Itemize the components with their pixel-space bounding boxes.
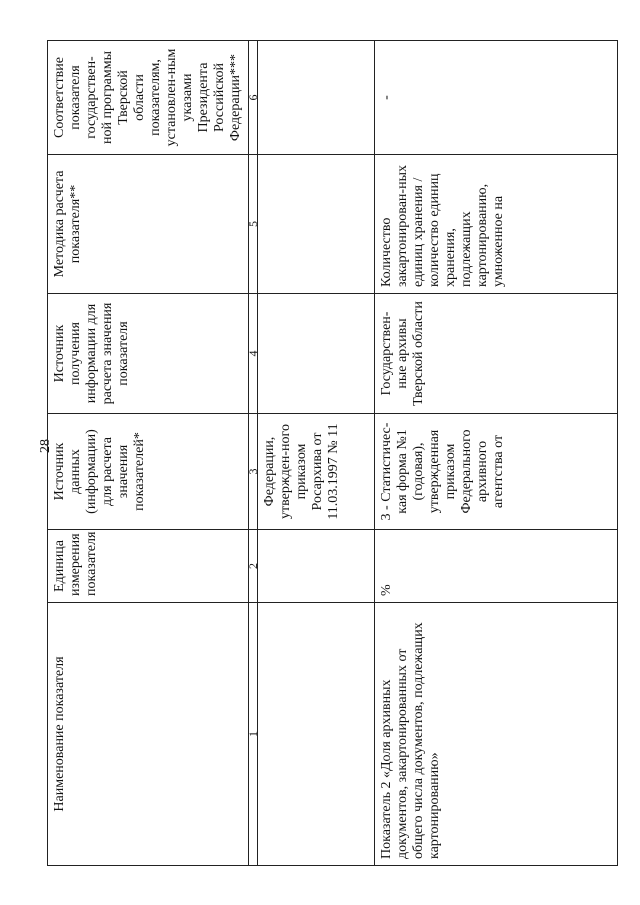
header-row — [48, 41, 249, 866]
column-number-row — [249, 41, 258, 866]
column-number: 2 — [249, 530, 258, 603]
page-number: 28 — [38, 439, 53, 453]
table-cell — [258, 155, 375, 294]
table-cell — [258, 530, 375, 603]
data-source-cell: 3 - Статистичес-кая форма №1 (годовая), утвержденная приказом Федерального архивного агентства от — [375, 414, 618, 530]
column-number: 1 — [249, 603, 258, 866]
continuation-row — [258, 41, 375, 866]
header-cell-data-source: Источник данных (информации) для расчета значения показателей* — [48, 414, 249, 530]
indicator-name-cell: Показатель 2 «Доля архивных документов, закартонированных от общего числа документов, подлежащих картонированию» — [375, 603, 618, 866]
column-number: 5 — [249, 155, 258, 294]
correspondence-cell: - — [375, 41, 618, 155]
header-cell-correspondence: Соответствие показателя государствен-ной программы Тверской области показателям, установлен-ным указами Президента Российской Федерации*** — [48, 41, 249, 155]
table-cell-data-source-continued: Федерации, утвержден-ного приказом Росархива от 11.03.1997 № 11 — [258, 414, 375, 530]
column-number: 3 — [249, 414, 258, 530]
table-cell — [258, 41, 375, 155]
column-number: 6 — [249, 41, 258, 155]
header-cell-method: Методика расчета показателя** — [48, 155, 249, 294]
column-number: 4 — [249, 294, 258, 414]
method-cell: Количество закартонирован-ных единиц хранения / количество единиц хранения, подлежащих картонированию, умноженное на — [375, 155, 618, 294]
unit-cell: % — [375, 530, 618, 603]
rotated-table-container — [47, 41, 618, 866]
indicator-table — [47, 40, 618, 866]
header-cell-name: Наименование показателя — [48, 603, 249, 866]
table-cell — [258, 294, 375, 414]
table-row — [375, 41, 618, 866]
indicator-table-wrapper — [47, 41, 618, 866]
header-cell-unit: Единица измерения показателя — [48, 530, 249, 603]
table-cell — [258, 603, 375, 866]
info-source-cell: Государствен-ные архивы Тверской области — [375, 294, 618, 414]
header-cell-info-source: Источник получения информации для расчета значения показателя — [48, 294, 249, 414]
